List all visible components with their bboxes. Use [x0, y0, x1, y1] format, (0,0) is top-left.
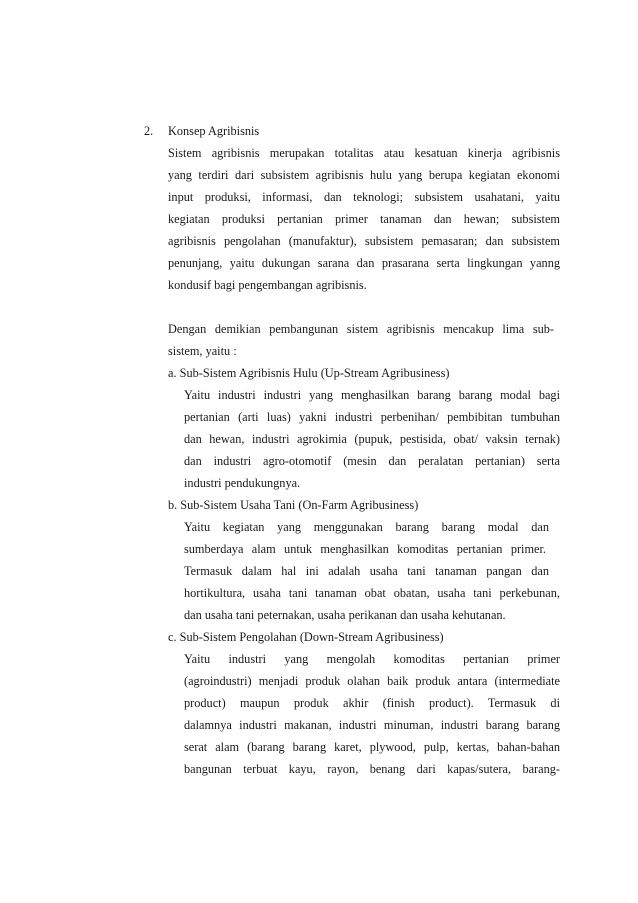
item-c-heading: c. Sub-Sistem Pengolahan (Down-Stream Agribusiness) [168, 630, 444, 644]
item-b-line: sumberdaya alam untuk menghasilkan komoditas pertanian primer. [184, 542, 546, 556]
item-c-line: bangunan terbuat kayu, rayon, benang dari kapas/sutera, barang- [184, 762, 560, 776]
intro-line: Sistem agribisnis merupakan totalitas atau kesatuan kinerja agribisnis [168, 146, 560, 160]
item-c-line: Yaitu industri yang mengolah komoditas pertanian primer [184, 652, 560, 666]
item-b-line: dan usaha tani peternakan, usaha perikanan dan usaha kehutanan. [184, 608, 506, 622]
item-c-line: dalamnya industri makanan, industri minuman, industri barang barang [184, 718, 560, 732]
item-a-line: industri pendukungnya. [184, 476, 301, 490]
item-a-line: dan hewan, industri agrokimia (pupuk, pestisida, obat/ vaksin ternak) [184, 432, 560, 446]
para2-line: sistem, yaitu : [168, 344, 237, 358]
item-c-line: serat alam (barang barang karet, plywood, pulp, kertas, bahan-bahan [184, 740, 560, 754]
item-b-line: Yaitu kegiatan yang menggunakan barang barang modal dan [184, 520, 549, 534]
item-b-line: Termasuk dalam hal ini adalah usaha tani tanaman pangan dan [184, 564, 549, 578]
intro-line: input produksi, informasi, dan teknologi; subsistem usahatani, yaitu [168, 190, 560, 204]
item-c-line: (agroindustri) menjadi produk olahan baik produk antara (intermediate [184, 674, 560, 688]
intro-line: yang terdiri dari subsistem agribisnis hulu yang berupa kegiatan ekonomi [168, 168, 560, 182]
intro-line: kondusif bagi pengembangan agribisnis. [168, 278, 367, 292]
item-b-line: hortikultura, usaha tani tanaman obat obatan, usaha tani perkebunan, [184, 586, 560, 600]
item-c-line: product) maupun produk akhir (finish product). Termasuk di [184, 696, 560, 710]
section-title: Konsep Agribisnis [168, 124, 260, 138]
item-a-heading: a. Sub-Sistem Agribisnis Hulu (Up-Stream Agribusiness) [168, 366, 450, 380]
intro-line: agribisnis pengolahan (manufaktur), subsistem pemasaran; dan subsistem [168, 234, 560, 248]
item-a-line: Yaitu industri industri yang menghasilkan barang barang modal bagi [184, 388, 560, 402]
item-a-line: dan industri agro-otomotif (mesin dan peralatan pertanian) serta [184, 454, 560, 468]
section-number: 2. [144, 124, 154, 138]
item-b-heading: b. Sub-Sistem Usaha Tani (On-Farm Agribusiness) [168, 498, 419, 512]
intro-line: kegiatan produksi pertanian primer tanaman dan hewan; subsistem [168, 212, 560, 226]
item-a-line: pertanian (arti luas) yakni industri perbenihan/ pembibitan tumbuhan [184, 410, 560, 424]
intro-line: penunjang, yaitu dukungan sarana dan prasarana serta lingkungan yanng [168, 256, 560, 270]
para2-line: Dengan demikian pembangunan sistem agribisnis mencakup lima sub- [168, 322, 554, 336]
